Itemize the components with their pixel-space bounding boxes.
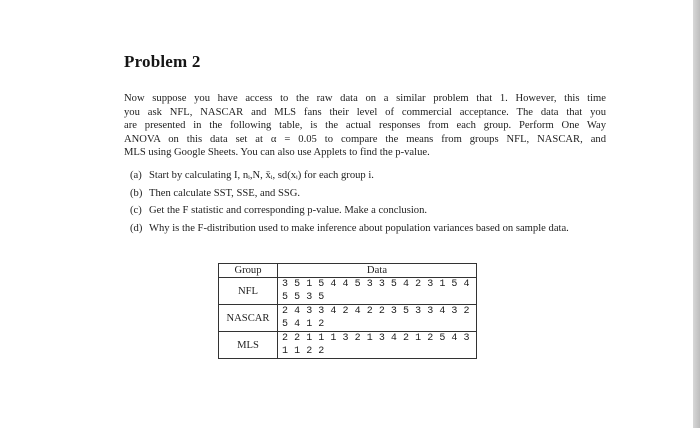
problem-parts-list bbox=[124, 169, 606, 235]
table-header-group: Group bbox=[219, 264, 278, 278]
part-b bbox=[124, 187, 606, 201]
intro-line: you ask NFL, NASCAR and MLS fans their level of commercial acceptance. The data that you bbox=[124, 106, 606, 118]
table-cell-data: 2 4 3 3 4 2 4 2 2 3 5 3 3 4 3 2 5 4 1 2 bbox=[278, 305, 477, 332]
table-row bbox=[219, 332, 477, 359]
table-cell-group: NASCAR bbox=[219, 305, 278, 332]
intro-line: are presented in the following table, is the actual responses from each group. Perform One Way bbox=[124, 120, 606, 132]
page-edge-shadow bbox=[693, 0, 700, 428]
table-cell-data: 3 5 1 5 4 4 5 3 3 5 4 2 3 1 5 4 5 5 3 5 bbox=[278, 278, 477, 305]
part-label: (d) bbox=[130, 222, 143, 234]
problem-document bbox=[124, 52, 606, 239]
table-row bbox=[219, 305, 477, 332]
table-header-data: Data bbox=[278, 264, 477, 278]
data-table bbox=[218, 263, 477, 359]
intro-line: MLS using Google Sheets. You can also use Applets to find the p-value. bbox=[124, 147, 430, 159]
part-text: Then calculate SST, SSE, and SSG. bbox=[149, 187, 301, 199]
problem-title: Problem 2 bbox=[124, 52, 201, 71]
part-text: Get the F statistic and corresponding p-value. Make a conclusion. bbox=[149, 205, 428, 217]
part-label: (a) bbox=[130, 169, 142, 181]
table-header-row bbox=[219, 264, 477, 278]
part-a bbox=[124, 169, 606, 183]
intro-line: ANOVA on this data set at α = 0.05 to compare the means from groups NFL, NASCAR, and bbox=[124, 133, 606, 145]
part-c bbox=[124, 204, 606, 218]
intro-line: Now suppose you have access to the raw data on a similar problem that 1. However, this time bbox=[124, 93, 606, 104]
table-row bbox=[219, 278, 477, 305]
part-label: (c) bbox=[130, 205, 142, 217]
table-cell-group: NFL bbox=[219, 278, 278, 305]
part-label: (b) bbox=[130, 187, 143, 199]
table-cell-group: MLS bbox=[219, 332, 278, 359]
problem-intro bbox=[124, 92, 606, 160]
part-d bbox=[124, 222, 606, 236]
table-cell-data: 2 2 1 1 1 3 2 1 3 4 2 1 2 5 4 3 1 1 2 2 bbox=[278, 332, 477, 359]
part-text: Why is the F-distribution used to make inference about population variances based on sample data. bbox=[149, 222, 569, 234]
part-text: Start by calculating I, nᵢ,N, x̄ᵢ, sd(xᵢ) for each group i. bbox=[149, 169, 374, 181]
